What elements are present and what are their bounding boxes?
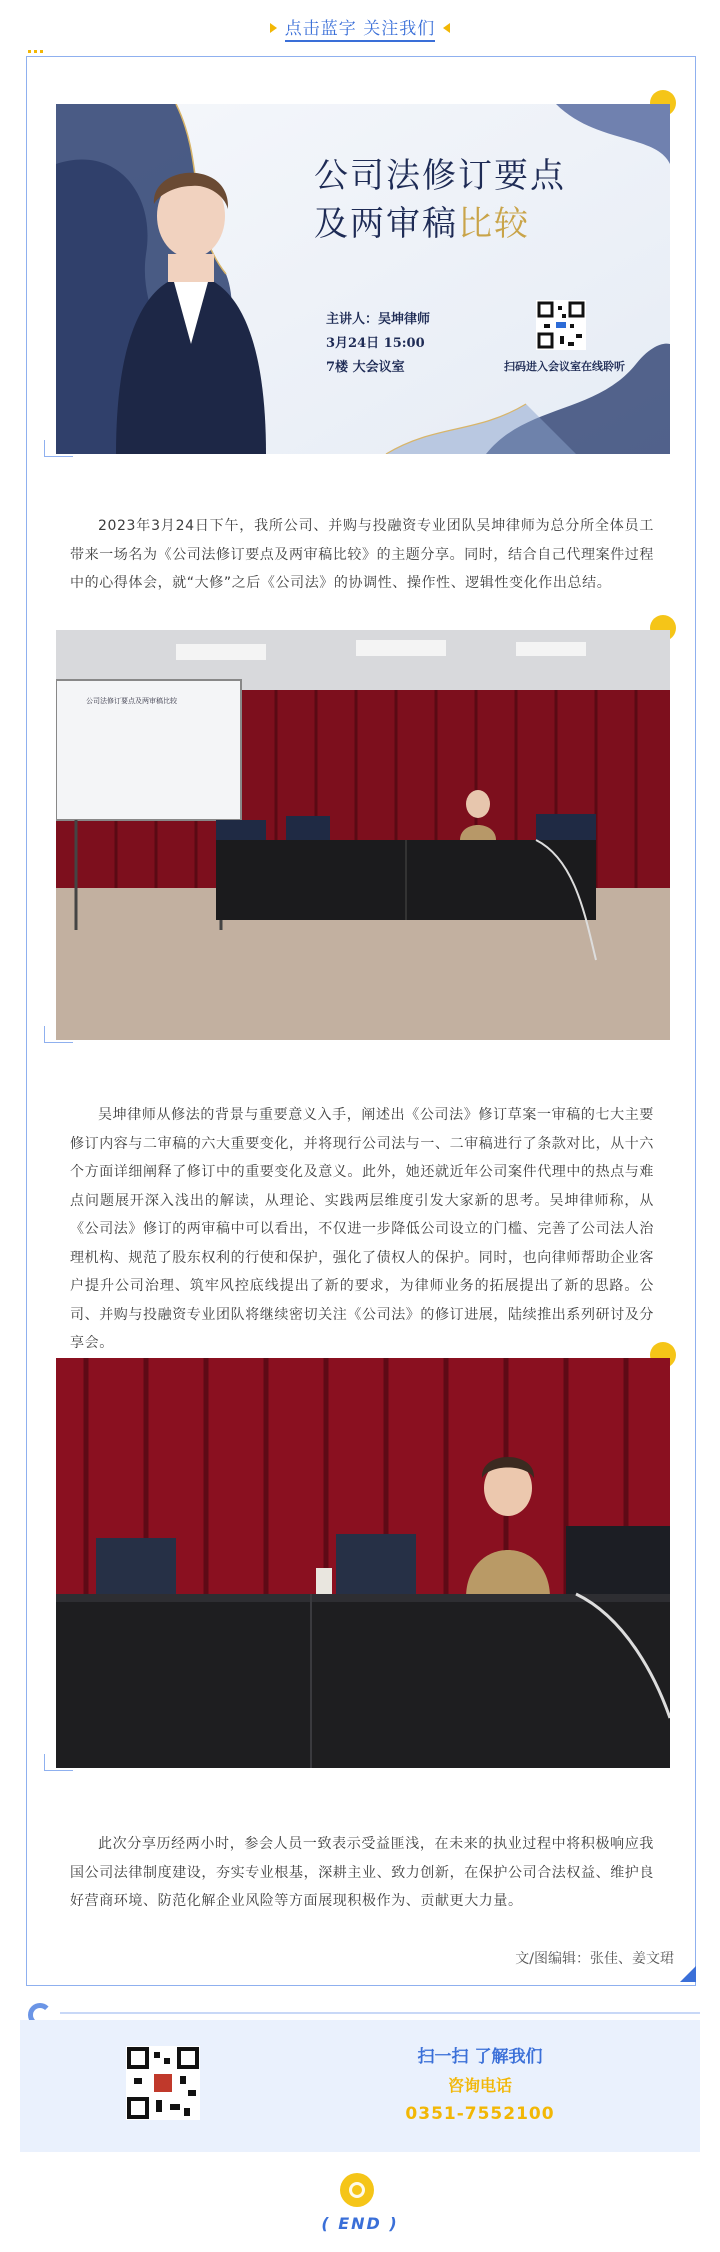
seminar-scene-2 [56,1358,670,1768]
poster-qr-code [536,300,586,350]
corner-bracket-decoration [44,1754,73,1771]
poster-image [56,104,670,454]
poster-title-line2-b: 比较 [458,204,530,244]
poster-title-line2-a: 及两审稿 [314,204,458,244]
sun-icon [340,2173,374,2207]
follow-link[interactable]: 点击蓝字 关注我们 [285,14,435,42]
poster-location: 7楼 大会议室 [326,360,405,375]
end-marker: ( END ) [321,2214,399,2233]
frame-corner-decoration [680,1966,696,1982]
footer-panel [20,2020,700,2152]
divider-line [60,2012,700,2014]
editor-credit: 文/图编辑：张佳、姜文珺 [515,1951,674,1967]
right-triangle-icon [443,23,450,33]
dots-decoration [28,50,44,53]
poster-title-line2 [314,196,530,245]
seminar-photo-1 [56,630,670,1040]
article-paragraph-3: 此次分享历经两小时，参会人员一致表示受益匪浅，在未来的执业过程中将积极响应我国公司法律制度建设，夯实专业根基，深耕主业、致力创新，在保护公司合法权益、维护良好营商环境、防范化解企业风险等方面展现积极作为、贡献更大力量。 [70,1836,654,1909]
corner-bracket-decoration [44,440,73,457]
screen-slide-title: 公司法修订要点及两审稿比较 [86,697,177,705]
article-paragraph-2: 吴坤律师从修法的背景与重要意义入手，阐述出《公司法》修订草案一审稿的七大主要修订内容与二审稿的六大重要变化，并将现行公司法与一、二审稿进行了条款对比，从十六个方面详细阐释了修订中的重要变化及意义。此外，她还就近年公司案件代理中的热点与难点问题展开深入浅出的解读，从理论、实践两层维度引发大家新的思考。吴坤律师称，从《公司法》修订的两审稿中可以看出，不仅进一步降低公司设立的门槛、完善了公司法人治理机构、规范了股东权利的行使和保护，强化了债权人的保护。同时，也向律师帮助企业客户提升公司治理、筑牢风控底线提出了新的要求，为律师业务的拓展提出了新的思路。公司、并购与投融资专业团队将继续密切关注《公司法》的修订进展，陆续推出系列研讨及分享会。 [70,1107,654,1351]
footer-qr-code[interactable] [126,2046,200,2120]
left-triangle-icon [270,23,277,33]
poster-title-line1: 公司法修订要点 [314,156,566,196]
poster-speaker: 主讲人：吴坤律师 [326,312,431,327]
seminar-photo-2 [56,1358,670,1768]
follow-banner[interactable] [0,0,720,56]
footer-scan-label: 扫一扫 了解我们 [417,2047,543,2067]
corner-bracket-decoration [44,1026,73,1043]
poster-date: 3月24日 15:00 [326,336,425,351]
article-paragraph-1: 2023年3月24日下午，我所公司、并购与投融资专业团队吴坤律师为总分所全体员工带来一场名为《公司法修订要点及两审稿比较》的主题分享。同时，结合自己代理案件过程中的心得体会，就“大修”之后《公司法》的协调性、操作性、逻辑性变化作出总结。 [70,518,654,591]
footer-phone-number[interactable]: 0351-7552100 [405,2104,555,2124]
footer-phone-label: 咨询电话 [447,2076,512,2095]
seminar-scene-1 [56,630,670,1040]
poster-scan-text: 扫码进入会议室在线聆听 [504,360,625,373]
